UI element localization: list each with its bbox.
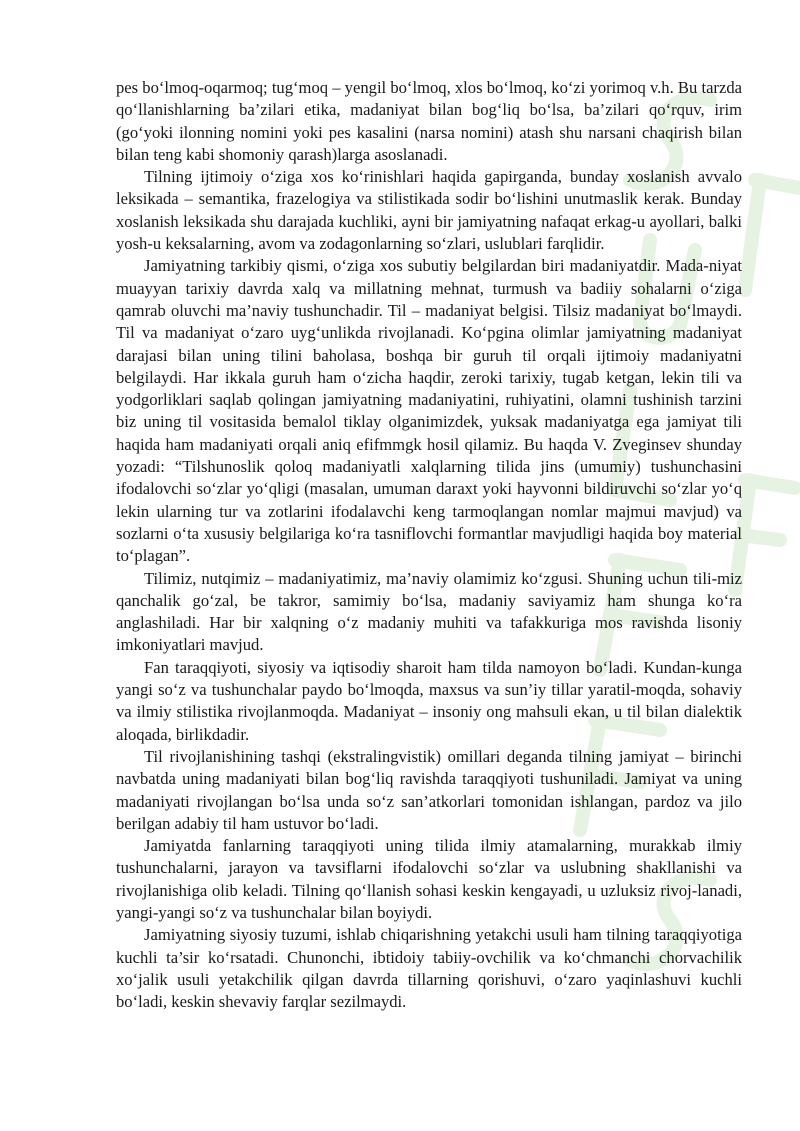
- paragraph: Jamiyatning siyosiy tuzumi, ishlab chiqarishning yetakchi usuli ham tilning taraqqiyotiga kuchli ta’sir ko‘rsatadi. Chunonchi, ibtidoiy tabiiy-ovchilik va ko‘chmanchi chorvachilik xo‘jalik usuli yetakchilik qilgan davrda tillarning qorishuvi, o‘zaro yaqinlashuvi kuchli bo‘ladi, keskin shevaviy farqlar sezilmaydi.: [116, 925, 742, 1012]
- paragraph: Tilimiz, nutqimiz – madaniyatimiz, ma’naviy olamimiz ko‘zgusi. Shuning uchun tili-miz qanchalik go‘zal, be takror, samimiy bo‘lsa, madaniy saviyamiz ham shunga ko‘ra anglashiladi. Har bir xalqning o‘z madaniy muhiti va tafakkuriga mos ravishda lisoniy imkoniyatlari mavjud.: [116, 568, 742, 655]
- paragraph: pes bo‘lmoq-oqarmoq; tug‘moq – yengil bo‘lmoq, xlos bo‘lmoq, ko‘zi yorimoq v.h. Bu tarzda qo‘llanishlarning ba’zilari etika, madaniyat bilan bog‘liq bo‘lsa, ba’zilari qo‘rquv, irim (go‘yoki ilonning nomini yoki pes kasalini (narsa nomini) atash shu narsani chaqirish bilan bilan teng kabi shomoniy qarash)larga asoslanadi.: [116, 78, 742, 164]
- document-body: [116, 77, 742, 1013]
- paragraph: Tilning ijtimoiy o‘ziga xos ko‘rinishlari haqida gapirganda, bunday xoslanish avvalo leksikada – semantika, frazelogiya va stilistikada sodir bo‘lishini unutmaslik kerak. Bunday xoslanish leksikada shu darajada kuchliki, ayni bir jamiyatning nafaqat erkag-u ayollari, balki yosh-u keksalarning, avom va zodagonlarning so‘zlari, uslublari farqlidir.: [116, 167, 742, 254]
- paragraph: Jamiyatda fanlarning taraqqiyoti uning tilida ilmiy atamalarning, murakkab ilmiy tushunchalarni, jarayon va tavsiflarni ifodalovchi so‘zlar va uslubning shakllanishi va rivojlanishiga olib keladi. Tilning qo‘llanish sohasi keskin kengayadi, u uzluksiz rivoj-lanadi, yangi-yangi so‘z va tushunchalar bilan boyiydi.: [116, 836, 742, 922]
- paragraph: Til rivojlanishining tashqi (ekstralingvistik) omillari deganda tilning jamiyat – birinchi navbatda uning madaniyati bilan bog‘liq ravishda taraqqiyoti tushuniladi. Jamiyat va uning madaniyati rivojlangan bo‘lsa unda so‘z san’atkorlari tomonidan ishlangan, pardoz va jilo berilgan adabiy til ham ustuvor bo‘ladi.: [116, 746, 742, 833]
- paragraph: Fan taraqqiyoti, siyosiy va iqtisodiy sharoit ham tilda namoyon bo‘ladi. Kundan-kunga yangi so‘z va tushunchalar paydo bo‘lmoqda, maxsus va sun’iy tillar yaratil-moqda, sohaviy va ilmiy stilistika rivojlanmoqda. Madaniyat – insoniy ong mahsuli ekan, u til bilan dialektik aloqada, birlikdadir.: [116, 657, 742, 744]
- paragraph: Jamiyatning tarkibiy qismi, o‘ziga xos subutiy belgilardan biri madaniyatdir. Mada-niyat muayyan tarixiy davrda xalq va millatning mehnat, turmush va badiiy sohalarni o‘ziga qamrab oluvchi ma’naviy tushunchadir. Til – madaniyat belgisi. Tilsiz madaniyat bo‘lmaydi. Til va madaniyat o‘zaro uyg‘unlikda rivojlanadi. Ko‘pgina olimlar jamiyatning madaniyat darajasi bilan uning tilini baholasa, boshqa bir guruh til orqali ijtimoiy madaniyatni belgilaydi. Har ikkala guruh ham o‘zicha haqdir, zeroki tarixiy, tugab ketgan, lekin tili va yodgorliklari saqlab qolingan jamiyatning madaniyatini, ruhiyatini, olamni tushinish tarzini biz uning til vositasida bemalol tiklay olganimizdek, yuksak madaniyatga ega jamiyat tili haqida ham madaniyati orqali aniq efifmmgk hosil qilamiz. Bu haqda V. Zveginsev shunday yozadi: “Tilshunoslik qoloq madaniyatli xalqlarning tilida jins (umumiy) tushunchasini ifodalovchi so‘zlar yo‘qligi (masalan, umuman daraxt yoki hayvonni bildiruvchi so‘zlar yo‘q lekin ularning tur va zotlarini ifodalavchi keng tarmoqlangan nomlar majmui mavjud) va sozlarni o‘ta xususiy belgilariga ko‘ra tasniflovchi formantlar mavjudligi haqida boy material to‘plagan”.: [116, 256, 742, 566]
